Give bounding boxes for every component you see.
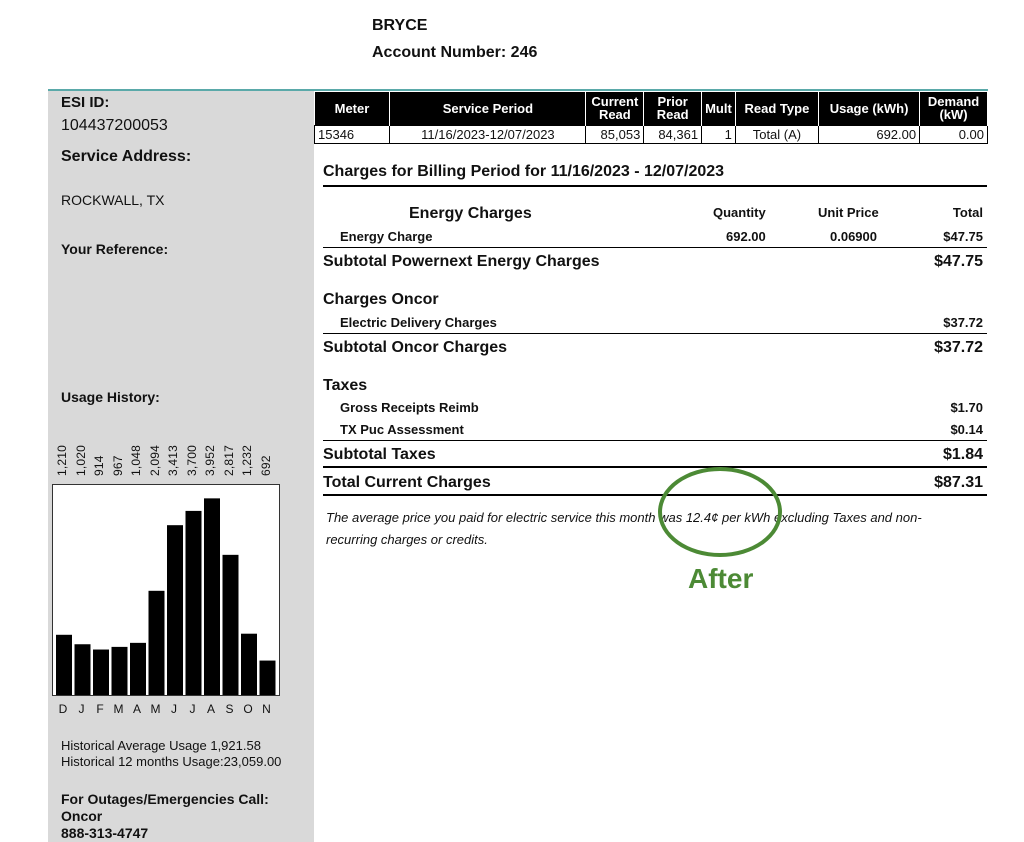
energy-charge-total: $47.75 — [943, 229, 983, 244]
divider — [323, 185, 987, 187]
subtotal-taxes-label: Subtotal Taxes — [323, 446, 436, 463]
gross-receipts-total: $1.70 — [950, 400, 983, 415]
cell-read-type: Total (A) — [735, 125, 818, 143]
puc-assessment-total: $0.14 — [950, 422, 983, 437]
energy-charge-quantity: 692.00 — [726, 229, 766, 244]
usage-value-label: 3,952 — [203, 444, 217, 476]
usage-value-label: 2,817 — [221, 444, 236, 476]
cell-meter: 15346 — [315, 125, 390, 143]
th-prior-read: Prior Read — [644, 92, 702, 125]
usage-bar-8 — [204, 498, 220, 695]
energy-charge-label: Energy Charge — [340, 229, 433, 244]
cell-current-read: 85,053 — [586, 125, 644, 143]
divider — [323, 494, 987, 496]
cell-service-period: 11/16/2023-12/07/2023 — [390, 125, 586, 143]
col-total: Total — [952, 205, 983, 220]
usage-value-label: 967 — [110, 455, 125, 476]
th-demand: Demand (kW) — [920, 92, 988, 125]
usage-month-axis — [56, 702, 278, 718]
cell-prior-read: 84,361 — [644, 125, 702, 143]
esi-id-value: 104437200053 — [61, 117, 168, 134]
usage-value-label: 3,413 — [166, 444, 180, 476]
th-read-type: Read Type — [735, 92, 818, 125]
highlight-circle — [658, 467, 782, 557]
usage-value-label: 3,700 — [184, 444, 199, 476]
usage-history-chart — [52, 484, 280, 696]
cell-usage: 692.00 — [819, 125, 920, 143]
subtotal-oncor-label: Subtotal Oncor Charges — [323, 339, 508, 356]
month-tick-label: D — [58, 702, 68, 716]
usage-bar-7 — [186, 511, 202, 695]
divider — [323, 333, 987, 334]
usage-value-label: 2,094 — [147, 444, 162, 476]
gross-receipts-label: Gross Receipts Reimb — [340, 400, 479, 415]
account-number: Account Number: 246 — [372, 44, 538, 61]
outage-label: For Outages/Emergencies Call: — [61, 791, 269, 807]
usage-bar-1 — [75, 644, 91, 695]
th-meter: Meter — [315, 92, 390, 125]
month-tick-label: J — [78, 702, 85, 716]
subtotal-oncor-value: $37.72 — [934, 339, 983, 356]
month-tick-label: J — [171, 702, 177, 716]
usage-bar-10 — [241, 634, 257, 695]
puc-assessment-label: TX Puc Assessment — [340, 422, 464, 437]
month-tick-label: A — [206, 702, 215, 716]
energy-charge-unit-price: 0.06900 — [830, 229, 877, 244]
esi-id-label: ESI ID: — [61, 94, 110, 111]
usage-bar-4 — [130, 643, 146, 695]
usage-bar-5 — [149, 591, 165, 695]
usage-value-label: 1,020 — [73, 444, 88, 476]
usage-value-label: 1,048 — [129, 444, 143, 476]
month-tick-label: A — [132, 702, 141, 716]
total-current-charges-label: Total Current Charges — [323, 474, 491, 491]
col-unit-price: Unit Price — [818, 205, 879, 220]
month-tick-label: O — [243, 702, 253, 716]
after-annotation: After — [688, 563, 754, 594]
month-tick-label: M — [113, 702, 124, 716]
meter-table — [314, 92, 988, 144]
divider — [323, 247, 987, 248]
subtotal-energy-value: $47.75 — [934, 253, 983, 270]
historical-average: Historical Average Usage 1,921.58 — [61, 738, 261, 753]
service-address-value: ROCKWALL, TX — [61, 192, 165, 208]
col-quantity: Quantity — [713, 205, 766, 220]
usage-bar-6 — [167, 525, 183, 695]
cell-mult: 1 — [702, 125, 736, 143]
th-usage: Usage (kWh) — [819, 92, 920, 125]
usage-value-labels — [56, 438, 278, 476]
usage-bar-2 — [93, 650, 109, 695]
total-current-charges-value: $87.31 — [934, 474, 983, 491]
usage-history-label: Usage History: — [61, 389, 160, 405]
th-mult: Mult — [702, 92, 736, 125]
cell-demand: 0.00 — [920, 125, 988, 143]
outage-phone: 888-313-4747 — [61, 825, 149, 841]
average-price-note: The average price you paid for electric service this month was 12.4¢ per kWh excluding Taxes and non-recurring charges or credits. — [326, 510, 922, 547]
divider — [323, 440, 987, 441]
service-address-label: Service Address: — [61, 148, 192, 165]
delivery-charges-label: Electric Delivery Charges — [340, 315, 497, 330]
table-row — [315, 125, 988, 143]
subtotal-energy-label: Subtotal Powernext Energy Charges — [323, 253, 600, 270]
month-tick-label: S — [225, 702, 234, 716]
divider — [323, 466, 987, 468]
th-current-read: Current Read — [586, 92, 644, 125]
oncor-section-title: Charges Oncor — [323, 291, 439, 308]
billing-period-title: Charges for Billing Period for 11/16/2023 - 12/07/2023 — [323, 163, 725, 180]
customer-name: BRYCE — [372, 17, 428, 34]
month-tick-label: J — [189, 702, 196, 716]
subtotal-taxes-value: $1.84 — [942, 446, 983, 463]
usage-bar-11 — [260, 661, 276, 695]
your-reference-label: Your Reference: — [61, 241, 169, 257]
meter-table-header — [315, 92, 988, 125]
energy-section-title: Energy Charges — [409, 205, 532, 222]
usage-bar-0 — [56, 635, 72, 695]
usage-value-label: 1,232 — [240, 444, 254, 476]
usage-bar-9 — [223, 555, 239, 695]
usage-value-label: 1,210 — [55, 444, 69, 476]
month-tick-label: F — [96, 702, 104, 716]
month-tick-label: N — [262, 702, 271, 716]
usage-bars-svg — [53, 485, 279, 695]
th-service-period: Service Period — [390, 92, 586, 125]
outage-company: Oncor — [61, 808, 103, 824]
delivery-charges-total: $37.72 — [943, 315, 983, 330]
usage-value-label: 692 — [258, 455, 273, 476]
taxes-section-title: Taxes — [323, 377, 368, 394]
month-tick-label: M — [150, 702, 161, 716]
usage-bar-3 — [112, 647, 128, 695]
historical-12-months: Historical 12 months Usage:23,059.00 — [61, 754, 282, 769]
usage-value-label: 914 — [92, 455, 106, 476]
